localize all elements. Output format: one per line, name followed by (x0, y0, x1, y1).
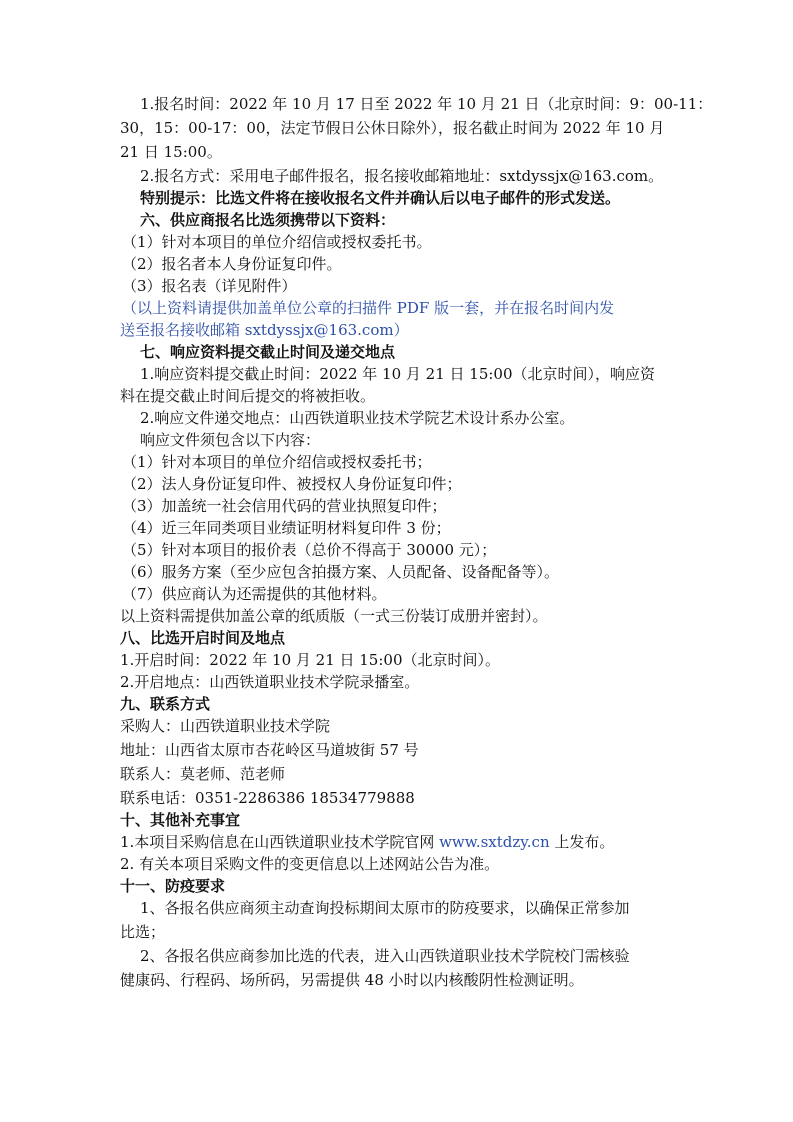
section-11-paragraph-2-line-1: 2、各报名供应商参加比选的代表，进入山西铁道职业技术学院校门需核验 (140, 947, 630, 965)
section-8-title: 八、比选开启时间及地点 (120, 629, 286, 647)
section-10-paragraph-1-suffix: 上发布。 (549, 833, 615, 851)
section-6-note-line-2: 送至报名接收邮箱 sxtdyssjx@163.com） (120, 321, 409, 339)
registration-time-line-3: 21 日 15:00。 (120, 143, 222, 161)
section-6-title: 六、供应商报名比选须携带以下资料： (140, 211, 396, 229)
contact-address: 地址：山西省太原市杏花岭区马道坡街 57 号 (120, 741, 419, 759)
section-7-paragraph-2: 2.响应文件递交地点：山西铁道职业技术学院艺术设计系办公室。 (140, 409, 575, 427)
registration-method: 2.报名方式：采用电子邮件报名，报名接收邮箱地址：sxtdyssjx@163.com。 (140, 167, 664, 185)
section-9-title: 九、联系方式 (120, 695, 211, 713)
contact-purchaser: 采购人：山西铁道职业技术学院 (120, 717, 331, 735)
list-item: （3）报名表（详见附件） (122, 277, 297, 295)
section-7-paragraph-4: 以上资料需提供加盖公章的纸质版（一式三份装订成册并密封）。 (120, 607, 548, 625)
section-7-paragraph-3: 响应文件须包含以下内容： (140, 431, 321, 449)
section-10-paragraph-1-text: 1.本项目采购信息在山西铁道职业技术学院官网 (120, 833, 440, 851)
section-7-title: 七、响应资料提交截止时间及递交地点 (140, 343, 396, 361)
section-8-paragraph-2: 2.开启地点：山西铁道职业技术学院录播室。 (120, 673, 420, 691)
section-11-paragraph-1-line-2: 比选； (120, 923, 166, 941)
section-11-paragraph-1-line-1: 1、各报名供应商须主动查询投标期间太原市的防疫要求，以确保正常参加 (140, 899, 630, 917)
section-10-paragraph-1 (120, 830, 614, 854)
list-item: （6）服务方案（至少应包含拍摄方案、人员配备、设备配备等）。 (122, 563, 560, 581)
contact-person: 联系人：莫老师、范老师 (120, 765, 286, 783)
list-item: （7）供应商认为还需提供的其他材料。 (122, 585, 387, 603)
section-10-paragraph-2: 2. 有关本项目采购文件的变更信息以上述网站公告为准。 (120, 855, 500, 873)
list-item: （4）近三年同类项目业绩证明材料复印件 3 份； (122, 519, 451, 537)
contact-phone: 联系电话：0351-2286386 18534779888 (120, 789, 415, 807)
registration-time-line-1: 1.报名时间：2022 年 10 月 17 日至 2022 年 10 月 21 日（北京时间：9：00-11： (140, 95, 713, 113)
list-item: （2）报名者本人身份证复印件。 (122, 255, 342, 273)
registration-time-line-2: 30，15：00-17：00，法定节假日公休日除外），报名截止时间为 2022 年 10 月 (120, 119, 665, 137)
list-item: （2）法人身份证复印件、被授权人身份证复印件； (122, 475, 462, 493)
section-11-title: 十一、防疫要求 (120, 877, 226, 895)
list-item: （5）针对本项目的报价表（总价不得高于 30000 元）； (122, 541, 497, 559)
section-8-paragraph-1: 1.开启时间：2022 年 10 月 21 日 15:00（北京时间）。 (120, 651, 500, 669)
section-7-paragraph-1-line-2: 料在提交截止时间后提交的将被拒收。 (120, 387, 376, 405)
list-item: （3）加盖统一社会信用代码的营业执照复印件； (122, 497, 447, 515)
section-11-paragraph-2-line-2: 健康码、行程码、场所码，另需提供 48 小时以内核酸阴性检测证明。 (120, 971, 584, 989)
special-tip: 特别提示：比选文件将在接收报名文件并确认后以电子邮件的形式发送。 (140, 189, 621, 207)
section-10-title: 十、其他补充事宜 (120, 811, 241, 829)
list-item: （1）针对本项目的单位介绍信或授权委托书。 (122, 233, 432, 251)
list-item: （1）针对本项目的单位介绍信或授权委托书； (122, 453, 432, 471)
section-7-paragraph-1-line-1: 1.响应资料提交截止时间：2022 年 10 月 21 日 15:00（北京时间），响应资 (140, 365, 655, 383)
website-link[interactable]: www.sxtdzy.cn (439, 833, 550, 851)
section-6-note-line-1: （以上资料请提供加盖单位公章的扫描件 PDF 版一套，并在报名时间内发 (122, 299, 615, 317)
